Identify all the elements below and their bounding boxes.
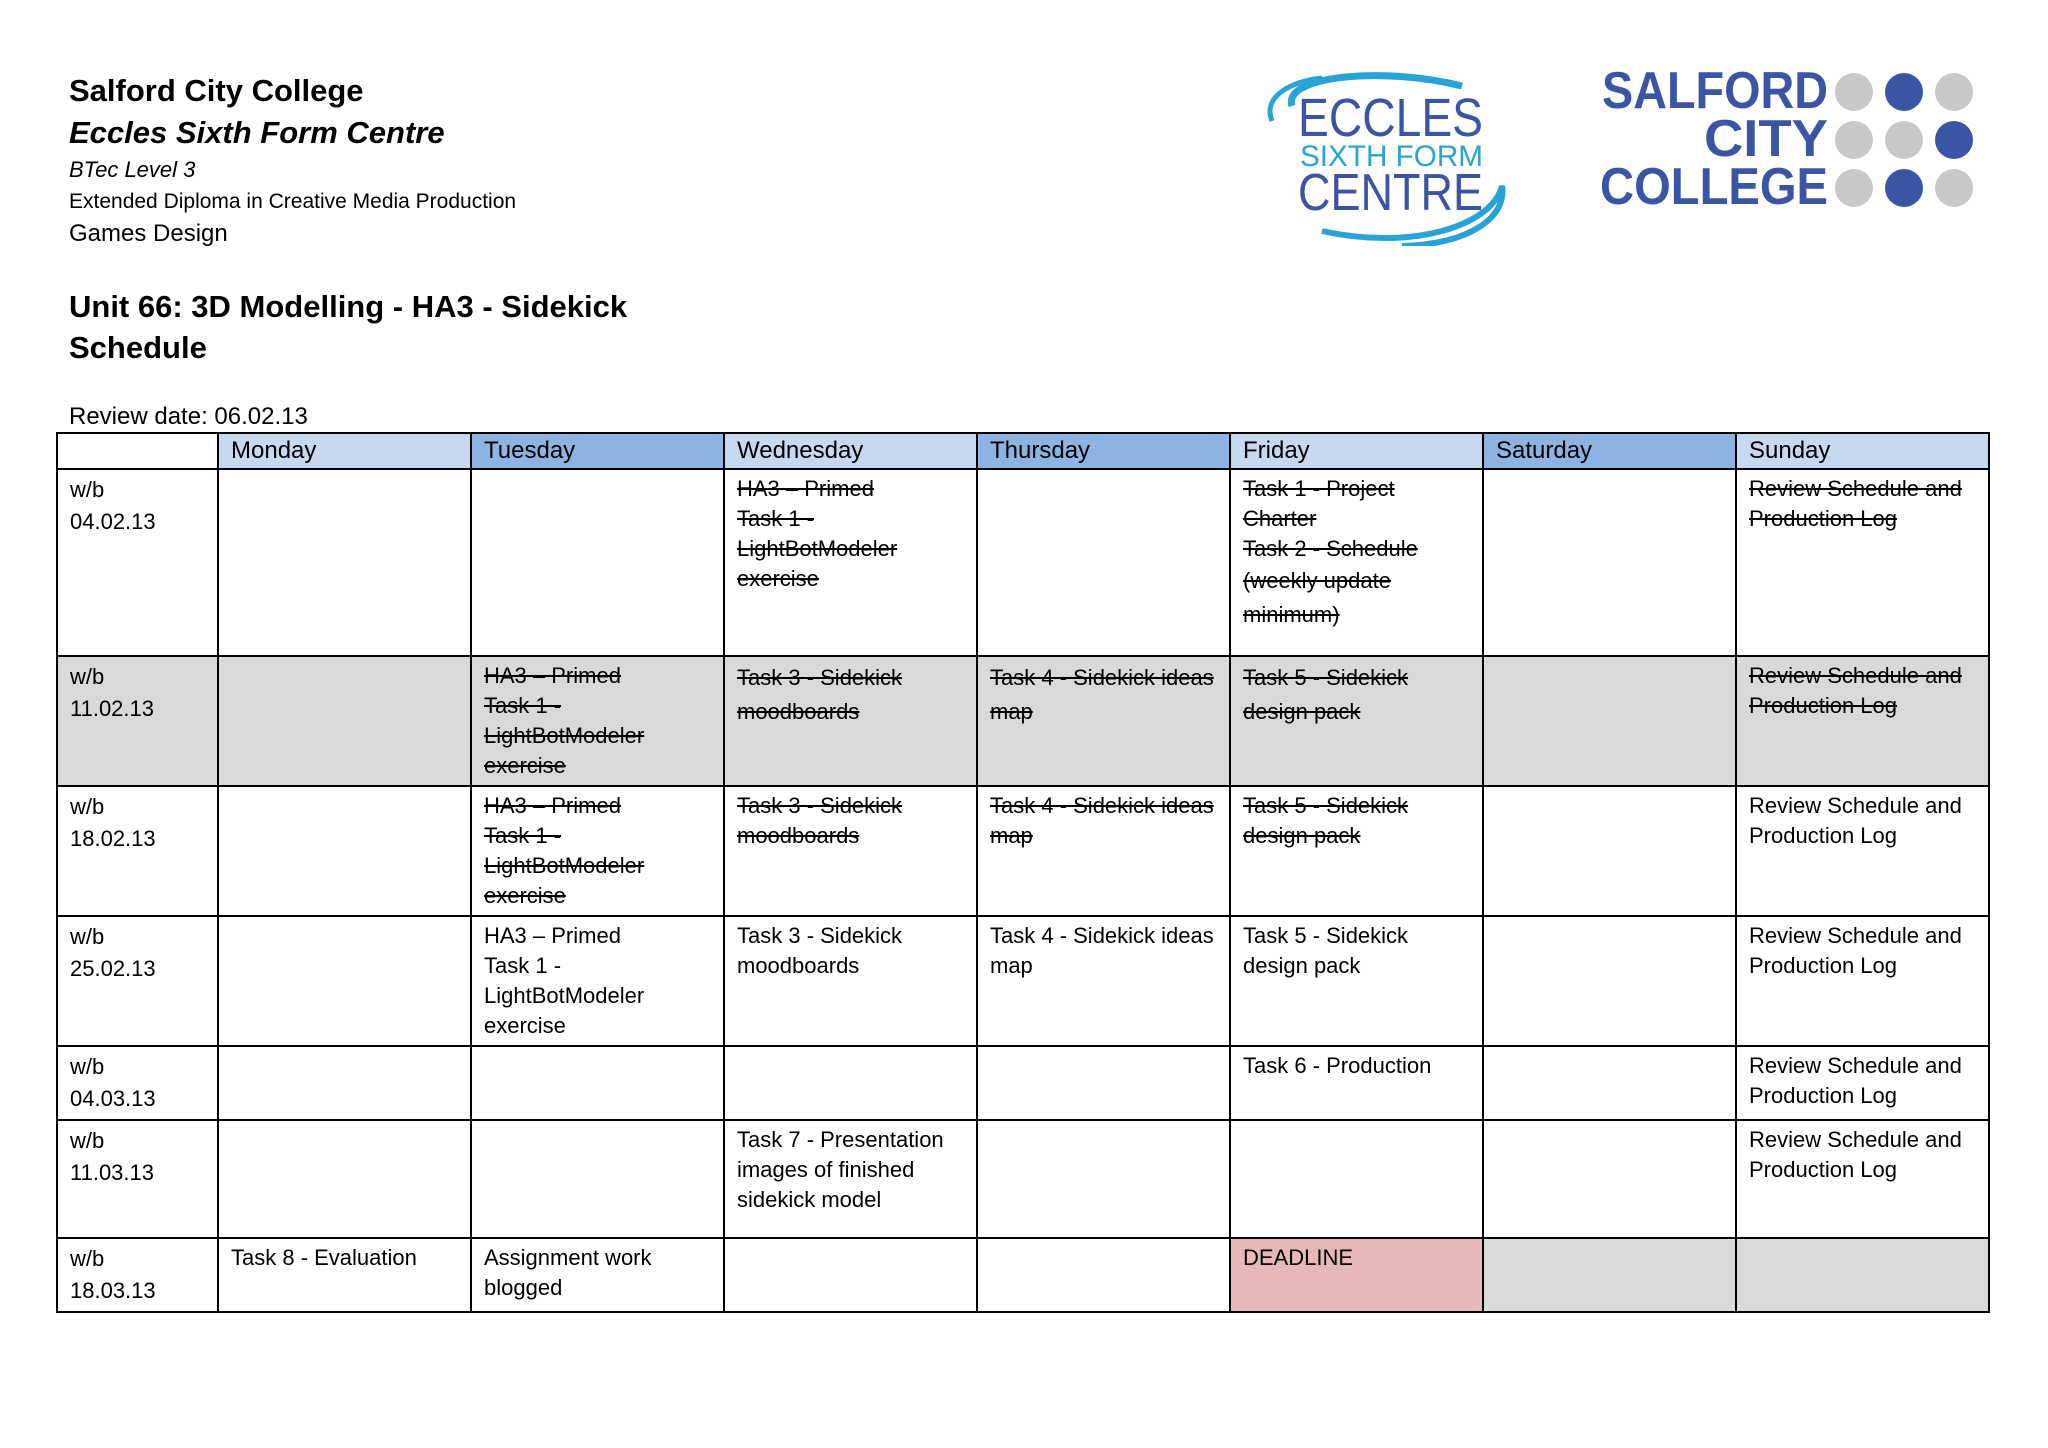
header-wednesday: Wednesday	[724, 433, 977, 469]
eccles-sixth-form-logo	[1262, 66, 1512, 246]
table-row	[57, 1238, 1989, 1312]
cell-tuesday: HA3 – Primed Task 1 - LightBotModeler exercise	[471, 656, 724, 786]
cell-friday: Task 5 - Sidekick design pack	[1230, 786, 1483, 916]
logo-dots	[1835, 73, 1973, 207]
table-row	[57, 469, 1989, 656]
cell-sunday: Review Schedule and Production Log	[1736, 1120, 1989, 1238]
cell-friday: Task 1 - Project Charter Task 2 - Schedule (weekly update minimum)	[1230, 469, 1483, 656]
unit-title-line2: Schedule	[69, 330, 207, 365]
table-row	[57, 1120, 1989, 1238]
cell-saturday	[1483, 1120, 1736, 1238]
college-name: Salford City College	[69, 73, 364, 108]
course-level: BTec Level 3	[69, 157, 196, 182]
cell-monday	[218, 916, 471, 1046]
cell-tuesday: HA3 – Primed Task 1 - LightBotModeler exercise	[471, 916, 724, 1046]
cell-monday	[218, 1046, 471, 1120]
salford-logo-word1: SALFORD	[1602, 64, 1828, 120]
cell-saturday	[1483, 786, 1736, 916]
table-row	[57, 916, 1989, 1046]
cell-friday	[1230, 1120, 1483, 1238]
document-header	[69, 70, 516, 250]
salford-logo-word2: CITY	[1704, 110, 1828, 168]
table-header-row	[57, 433, 1989, 469]
cell-tuesday	[471, 1046, 724, 1120]
cell-friday: Task 6 - Production	[1230, 1046, 1483, 1120]
cell-wednesday: Task 7 - Presentation images of finished sidekick model	[724, 1120, 977, 1238]
review-date: Review date: 06.02.13	[69, 403, 308, 430]
salford-logo-word3: COLLEGE	[1600, 158, 1828, 214]
table-row	[57, 656, 1989, 786]
unit-title	[69, 286, 627, 368]
cell-wednesday: HA3 – Primed Task 1 - LightBotModeler exercise	[724, 469, 977, 656]
salford-city-college-logo	[1600, 64, 1980, 214]
cell-wednesday: Task 3 - Sidekick moodboards	[724, 786, 977, 916]
cell-saturday	[1483, 469, 1736, 656]
cell-saturday	[1483, 916, 1736, 1046]
eccles-logo-word3: CENTRE	[1298, 164, 1483, 222]
cell-sunday: Review Schedule and Production Log	[1736, 656, 1989, 786]
cell-friday: Task 5 - Sidekick design pack	[1230, 916, 1483, 1046]
week-label: w/b 04.02.13	[57, 469, 218, 656]
cell-friday: Task 5 - Sidekick design pack	[1230, 656, 1483, 786]
cell-sunday: Review Schedule and Production Log	[1736, 1046, 1989, 1120]
cell-wednesday	[724, 1046, 977, 1120]
header-tuesday: Tuesday	[471, 433, 724, 469]
cell-tuesday: HA3 – Primed Task 1 - LightBotModeler exercise	[471, 786, 724, 916]
cell-sunday: Review Schedule and Production Log	[1736, 916, 1989, 1046]
course-pathway: Games Design	[69, 220, 228, 247]
header-thursday: Thursday	[977, 433, 1230, 469]
header-sunday: Sunday	[1736, 433, 1989, 469]
cell-thursday	[977, 469, 1230, 656]
cell-monday	[218, 656, 471, 786]
cell-thursday	[977, 1120, 1230, 1238]
week-label: w/b 18.03.13	[57, 1238, 218, 1312]
cell-sunday: Review Schedule and Production Log	[1736, 469, 1989, 656]
cell-thursday: Task 4 - Sidekick ideas map	[977, 786, 1230, 916]
week-label: w/b 25.02.13	[57, 916, 218, 1046]
table-row	[57, 1046, 1989, 1120]
week-label: w/b 04.03.13	[57, 1046, 218, 1120]
week-label: w/b 11.03.13	[57, 1120, 218, 1238]
cell-tuesday	[471, 1120, 724, 1238]
week-label: w/b 18.02.13	[57, 786, 218, 916]
eccles-logo-word2: SIXTH FORM	[1300, 140, 1483, 173]
centre-name: Eccles Sixth Form Centre	[69, 115, 445, 150]
course-title: Extended Diploma in Creative Media Production	[69, 190, 517, 213]
cell-thursday	[977, 1238, 1230, 1312]
header-friday: Friday	[1230, 433, 1483, 469]
header-monday: Monday	[218, 433, 471, 469]
unit-title-line1: Unit 66: 3D Modelling - HA3 - Sidekick	[69, 289, 628, 324]
header-corner-cell	[57, 433, 218, 469]
eccles-logo-word1: ECCLES	[1298, 88, 1483, 148]
cell-wednesday	[724, 1238, 977, 1312]
cell-saturday	[1483, 1046, 1736, 1120]
cell-monday	[218, 1120, 471, 1238]
cell-sunday	[1736, 1238, 1989, 1312]
table-row	[57, 786, 1989, 916]
cell-tuesday: Assignment work blogged	[471, 1238, 724, 1312]
cell-tuesday	[471, 469, 724, 656]
cell-monday	[218, 786, 471, 916]
cell-monday: Task 8 - Evaluation	[218, 1238, 471, 1312]
cell-sunday: Review Schedule and Production Log	[1736, 786, 1989, 916]
cell-saturday	[1483, 1238, 1736, 1312]
cell-friday-deadline: DEADLINE	[1230, 1238, 1483, 1312]
cell-thursday: Task 4 - Sidekick ideas map	[977, 916, 1230, 1046]
cell-wednesday: Task 3 - Sidekick moodboards	[724, 656, 977, 786]
schedule-table	[56, 432, 1990, 1313]
cell-monday	[218, 469, 471, 656]
cell-wednesday: Task 3 - Sidekick moodboards	[724, 916, 977, 1046]
cell-thursday	[977, 1046, 1230, 1120]
cell-thursday: Task 4 - Sidekick ideas map	[977, 656, 1230, 786]
week-label: w/b 11.02.13	[57, 656, 218, 786]
cell-saturday	[1483, 656, 1736, 786]
header-saturday: Saturday	[1483, 433, 1736, 469]
